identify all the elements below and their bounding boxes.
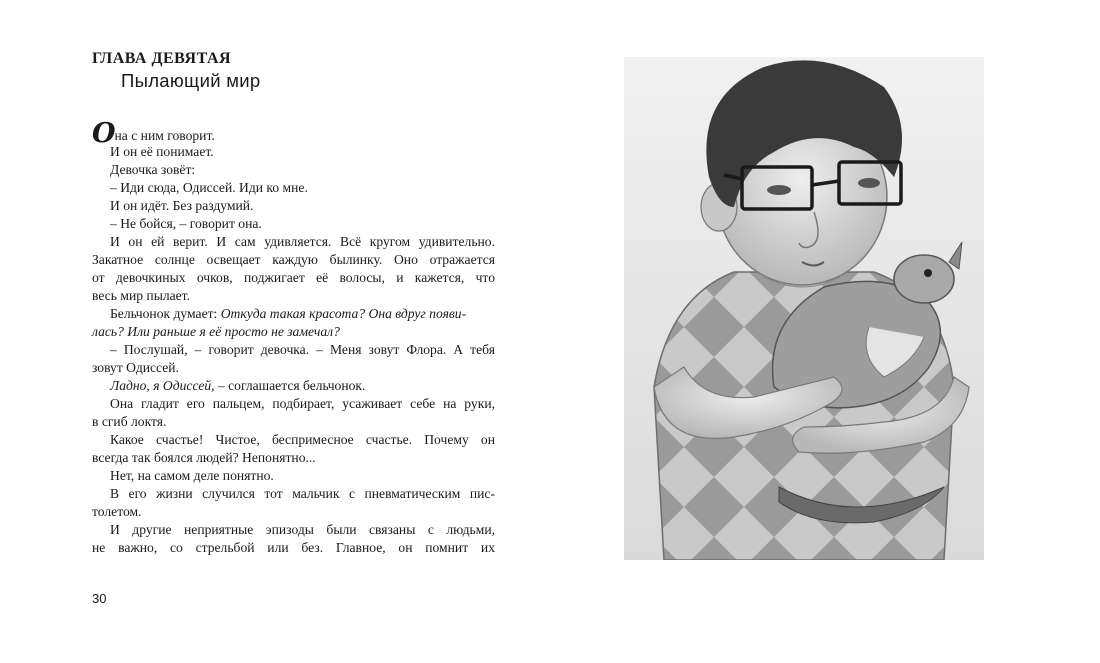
body-text bbox=[92, 118, 495, 557]
paragraph-line: И он ей верит. И сам удивляется. Всё кругом удивительно. bbox=[110, 234, 495, 249]
boy-eye-right bbox=[858, 178, 880, 188]
paragraph-line: – Не бойся, – говорит она. bbox=[110, 216, 262, 231]
paragraph-line: И он идёт. Без раздумий. bbox=[110, 198, 254, 213]
paragraph-line: – Иди сюда, Одиссей. Иди ко мне. bbox=[110, 180, 308, 195]
chapter-title: Пылающий мир bbox=[121, 70, 261, 91]
paragraph-line: в сгиб локтя. bbox=[92, 414, 167, 429]
drop-cap: О bbox=[92, 118, 115, 149]
chapter-label: ГЛАВА ДЕВЯТАЯ bbox=[92, 50, 232, 67]
paragraph-line: лась? Или раньше я её просто не замечал? bbox=[92, 324, 340, 339]
paragraph-line: Она гладит его пальцем, подбирает, усаживает себе на руки, bbox=[110, 396, 495, 411]
boy-with-squirrel-illustration bbox=[624, 57, 984, 560]
paragraph-line: Нет, на самом деле понятно. bbox=[110, 468, 274, 483]
paragraph-line: Девочка зовёт: bbox=[110, 162, 196, 177]
page-number: 30 bbox=[92, 591, 107, 606]
paragraph-line: всегда так боялся людей? Непонятно... bbox=[92, 450, 316, 465]
paragraph-line: И он её понимает. bbox=[110, 144, 214, 159]
paragraph-line: – Послушай, – говорит девочка. – Меня зовут Флора. А тебя bbox=[110, 342, 495, 357]
paragraph-line: весь мир пылает. bbox=[92, 288, 190, 303]
paragraph-line: И другие неприятные эпизоды были связаны с людьми, bbox=[110, 522, 495, 537]
paragraph-line: от девочкиных очков, поджигает её волосы, и кажется, что bbox=[92, 270, 495, 285]
paragraph-line: Ладно, я Одиссей, – соглашается бельчонок. bbox=[110, 378, 366, 393]
paragraph-line: Бельчонок думает: Откуда такая красота? Она вдруг появи- bbox=[110, 306, 467, 321]
illustration-svg bbox=[624, 57, 984, 560]
paragraph-line: толетом. bbox=[92, 504, 142, 519]
paragraph-line: В его жизни случился тот мальчик с пневматическим пис- bbox=[110, 486, 495, 501]
paragraph-line: зовут Одиссей. bbox=[92, 360, 179, 375]
paragraph-line: Она с ним говорит. bbox=[92, 118, 215, 149]
paragraph-line: Закатное солнце освещает каждую былинку. Оно отражается bbox=[92, 252, 495, 267]
boy-eye-left bbox=[767, 185, 791, 195]
paragraph-line: не важно, со стрельбой или без. Главное, он помнит их bbox=[92, 540, 495, 555]
paragraph-line: Какое счастье! Чистое, беспримесное счастье. Почему он bbox=[110, 432, 495, 447]
